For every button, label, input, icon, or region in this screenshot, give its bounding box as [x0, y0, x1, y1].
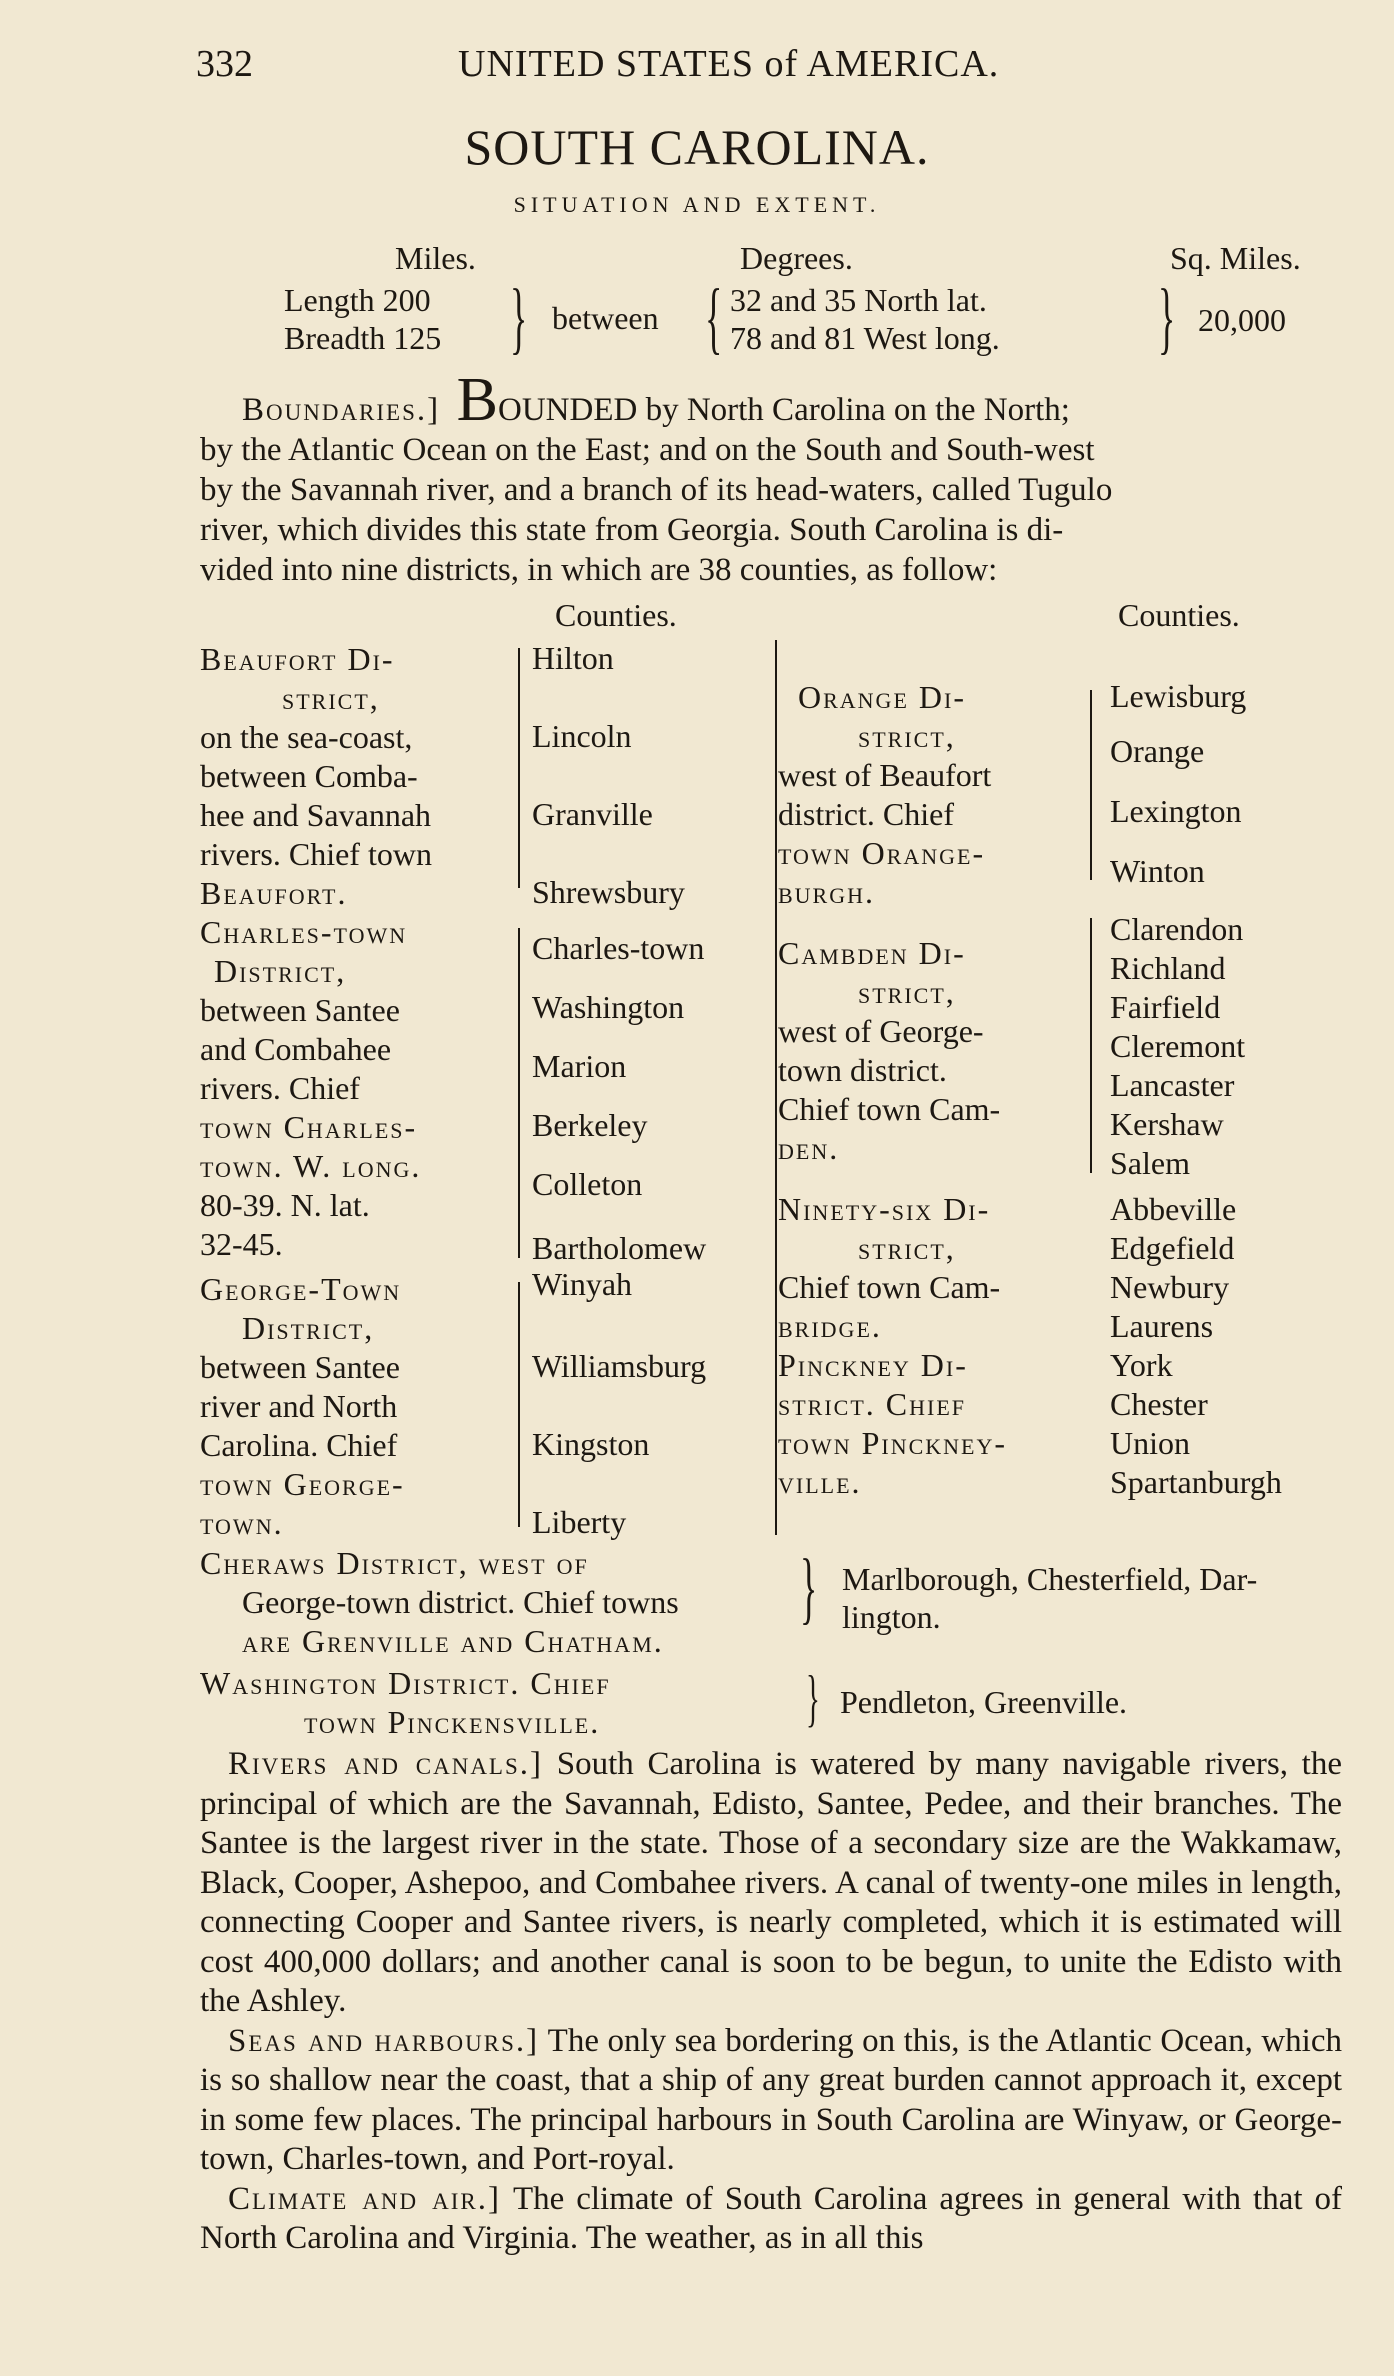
page-number: 332 — [196, 43, 253, 85]
county: Union — [1110, 1425, 1190, 1461]
county: lington. — [842, 1599, 941, 1635]
county: Kershaw — [1110, 1106, 1224, 1142]
county: Clarendon — [1110, 911, 1244, 947]
county: Winyah — [532, 1266, 633, 1302]
brace-icon: } — [806, 1662, 820, 1733]
county: Fairfield — [1110, 989, 1221, 1025]
boundaries-paragraph — [200, 366, 1342, 590]
seas-paragraph — [200, 2022, 1342, 2180]
district-name: Cambden Di- — [778, 935, 966, 971]
county: Cleremont — [1110, 1028, 1246, 1064]
seas-label: Seas and harbours.] — [228, 2022, 540, 2059]
district-line: town George- — [200, 1466, 405, 1502]
district-line: between Santee — [200, 1349, 400, 1385]
county: Orange — [1110, 733, 1205, 769]
county: Charles-town — [532, 930, 705, 966]
column-divider — [775, 640, 777, 1535]
county: Chester — [1110, 1386, 1208, 1422]
district-line: District, — [214, 953, 347, 989]
col-sq-miles: Sq. Miles. — [1170, 240, 1301, 276]
district-name: Pinckney Di- — [778, 1347, 968, 1383]
district-line: den. — [778, 1130, 840, 1166]
district-name: Charles-town — [200, 914, 408, 950]
seas-text: The only sea bordering on this, is the Atlantic Ocean, which is so shallow near the coast, that a ship of any great burden cannot approach it, except in some few places. The principal harbours in South Carolina are Winyaw, or George-town, Charles-town, and Port-royal. — [200, 2022, 1342, 2177]
district-line: district. Chief — [778, 796, 954, 832]
section-subtitle: SITUATION AND EXTENT. — [513, 192, 881, 217]
county: Washington — [532, 989, 685, 1025]
washington-counties: Pendleton, Greenville. — [840, 1684, 1128, 1720]
degrees-long: 78 and 81 West long. — [730, 320, 1000, 356]
length-value: Length 200 — [284, 282, 431, 318]
district-line: hee and Savannah — [200, 797, 432, 833]
county: Williamsburg — [532, 1348, 707, 1384]
cambden-counties — [1110, 910, 1245, 1183]
district-orange — [778, 678, 991, 912]
district-line: town Charles- — [200, 1109, 418, 1145]
district-line: burgh. — [778, 874, 876, 910]
district-line: are Grenville and Chatham. — [242, 1623, 664, 1659]
running-title: UNITED STATES of AMERICA. — [458, 43, 1000, 85]
cheraws-counties — [842, 1560, 1257, 1636]
district-line: strict, — [282, 680, 380, 716]
district-washington — [200, 1664, 611, 1742]
county: Laurens — [1110, 1308, 1214, 1344]
district-line: Carolina. Chief — [200, 1427, 398, 1463]
county: Edgefield — [1110, 1230, 1235, 1266]
district-line: town. — [200, 1505, 284, 1541]
district-line: and Combahee — [200, 1031, 392, 1067]
boundaries-line: OUNDED by North Carolina on the North; — [498, 392, 1070, 428]
district-line: 32-45. — [200, 1226, 283, 1262]
county: Richland — [1110, 950, 1226, 986]
county: Salem — [1110, 1145, 1190, 1181]
district-line: west of George- — [778, 1013, 984, 1049]
rivers-text: South Carolina is watered by many navigable rivers, the principal of which are the Savannah, Edisto, Santee, Pedee, and their branches. The Santee is the largest river in the state. Those of a secondary size are the Wakkamaw, Black, Cooper, Ashepoo, and Combahee rivers. A canal of twenty-one miles in length, connecting Cooper and Santee rivers, is nearly completed, which it is estimated will cost 400,000 dollars; and another canal is soon to be begun, to unite the Edisto with the Ashley. — [200, 1746, 1343, 2019]
district-line: strict, — [858, 1230, 956, 1266]
brace-line — [1090, 690, 1092, 880]
district-cambden — [778, 934, 1000, 1168]
text-body — [200, 1745, 1342, 2259]
district-line: Chief town Cam- — [778, 1091, 1001, 1127]
rivers-label: Rivers and canals.] — [228, 1746, 544, 1782]
pinckney-counties — [1110, 1346, 1282, 1502]
district-line: town Orange- — [778, 835, 986, 871]
county: Marion — [532, 1048, 627, 1084]
district-line: between Comba- — [200, 758, 418, 794]
district-line: 80-39. N. lat. — [200, 1187, 370, 1223]
district-line: ville. — [778, 1464, 862, 1500]
brace-line — [518, 928, 520, 1258]
climate-text: The climate of South Carolina agrees in general with that of North Carolina and Virginia. The weather, as in all this — [200, 2180, 1342, 2256]
district-charleston — [200, 913, 421, 1264]
brace-icon: { — [705, 274, 723, 362]
district-line: Chief town Cam- — [778, 1269, 1001, 1305]
boundaries-line: by the Atlantic Ocean on the East; and on the South and South-west — [200, 432, 1095, 468]
county: York — [1110, 1347, 1173, 1383]
county: Winton — [1110, 853, 1205, 889]
brace-icon: } — [1158, 274, 1176, 362]
district-pinckney — [778, 1346, 1007, 1502]
ninety-six-counties — [1110, 1190, 1236, 1346]
district-line: between Santee — [200, 992, 400, 1028]
page-title: SOUTH CAROLINA. — [464, 119, 930, 175]
district-line: Beaufort. — [200, 875, 348, 911]
col-degrees: Degrees. — [740, 240, 853, 276]
district-name: Washington District. Chief — [200, 1665, 611, 1701]
brace-line — [518, 1282, 520, 1527]
county: Lancaster — [1110, 1067, 1235, 1103]
county: Shrewsbury — [532, 874, 685, 910]
climate-label: Climate and air.] — [228, 2180, 501, 2217]
county: Spartanburgh — [1110, 1464, 1282, 1500]
county: Newbury — [1110, 1269, 1230, 1305]
county: Lexington — [1110, 793, 1242, 829]
boundaries-label: Boundaries.] — [242, 392, 441, 428]
district-line: bridge. — [778, 1308, 882, 1344]
drop-initial: B — [456, 366, 498, 434]
district-name: Beaufort Di- — [200, 641, 395, 677]
district-line: George-town district. Chief towns — [242, 1584, 679, 1620]
county: Kingston — [532, 1426, 650, 1462]
counties-header-left: Counties. — [555, 597, 677, 633]
county: Abbeville — [1110, 1191, 1237, 1227]
district-line: strict, — [858, 718, 956, 754]
county: Lincoln — [532, 718, 632, 754]
district-beaufort — [200, 640, 432, 913]
degrees-lat: 32 and 35 North lat. — [730, 282, 987, 318]
district-line: town Pinckney- — [778, 1425, 1008, 1461]
boundaries-line: by the Savannah river, and a branch of its head-waters, called Tugulo — [200, 472, 1113, 508]
district-ninety-six — [778, 1190, 1000, 1346]
district-line: strict. Chief — [778, 1386, 967, 1422]
breadth-value: Breadth 125 — [284, 320, 442, 356]
district-cheraws — [200, 1544, 679, 1661]
district-line: town. W. long. — [200, 1148, 422, 1184]
district-line: rivers. Chief — [200, 1070, 360, 1106]
boundaries-line: river, which divides this state from Georgia. South Carolina is di- — [200, 512, 1064, 548]
climate-paragraph — [200, 2180, 1342, 2259]
boundaries-line: vided into nine districts, in which are 38 counties, as follow: — [200, 552, 998, 588]
district-line: town district. — [778, 1052, 947, 1088]
district-line: river and North — [200, 1388, 398, 1424]
county: Berkeley — [532, 1107, 648, 1143]
district-line: on the sea-coast, — [200, 719, 413, 755]
county: Marlborough, Chesterfield, Dar- — [842, 1561, 1258, 1597]
district-line: rivers. Chief town — [200, 836, 432, 872]
district-line: District, — [242, 1310, 375, 1346]
brace-line — [518, 648, 520, 888]
county: Lewisburg — [1110, 678, 1247, 714]
district-name: Orange Di- — [798, 679, 966, 715]
county: Colleton — [532, 1166, 643, 1202]
county: Hilton — [532, 640, 614, 676]
district-name: Ninety-six Di- — [778, 1191, 991, 1227]
col-miles: Miles. — [395, 240, 476, 276]
between-label: between — [552, 300, 659, 336]
district-line: strict, — [858, 974, 956, 1010]
counties-header-right: Counties. — [1118, 597, 1240, 633]
district-line: west of Beaufort — [778, 757, 992, 793]
district-name: Cheraws District, west of — [200, 1545, 589, 1581]
district-name: George-Town — [200, 1271, 402, 1307]
district-line: town Pinckensville. — [304, 1704, 601, 1740]
district-georgetown — [200, 1270, 405, 1543]
sq-miles-value: 20,000 — [1198, 302, 1286, 338]
county: Bartholomew — [532, 1230, 707, 1266]
county: Liberty — [532, 1504, 627, 1540]
rivers-paragraph — [200, 1745, 1342, 2022]
brace-icon: } — [510, 274, 528, 362]
brace-line — [1090, 918, 1092, 1173]
county: Granville — [532, 796, 653, 832]
brace-icon: } — [800, 1544, 818, 1632]
